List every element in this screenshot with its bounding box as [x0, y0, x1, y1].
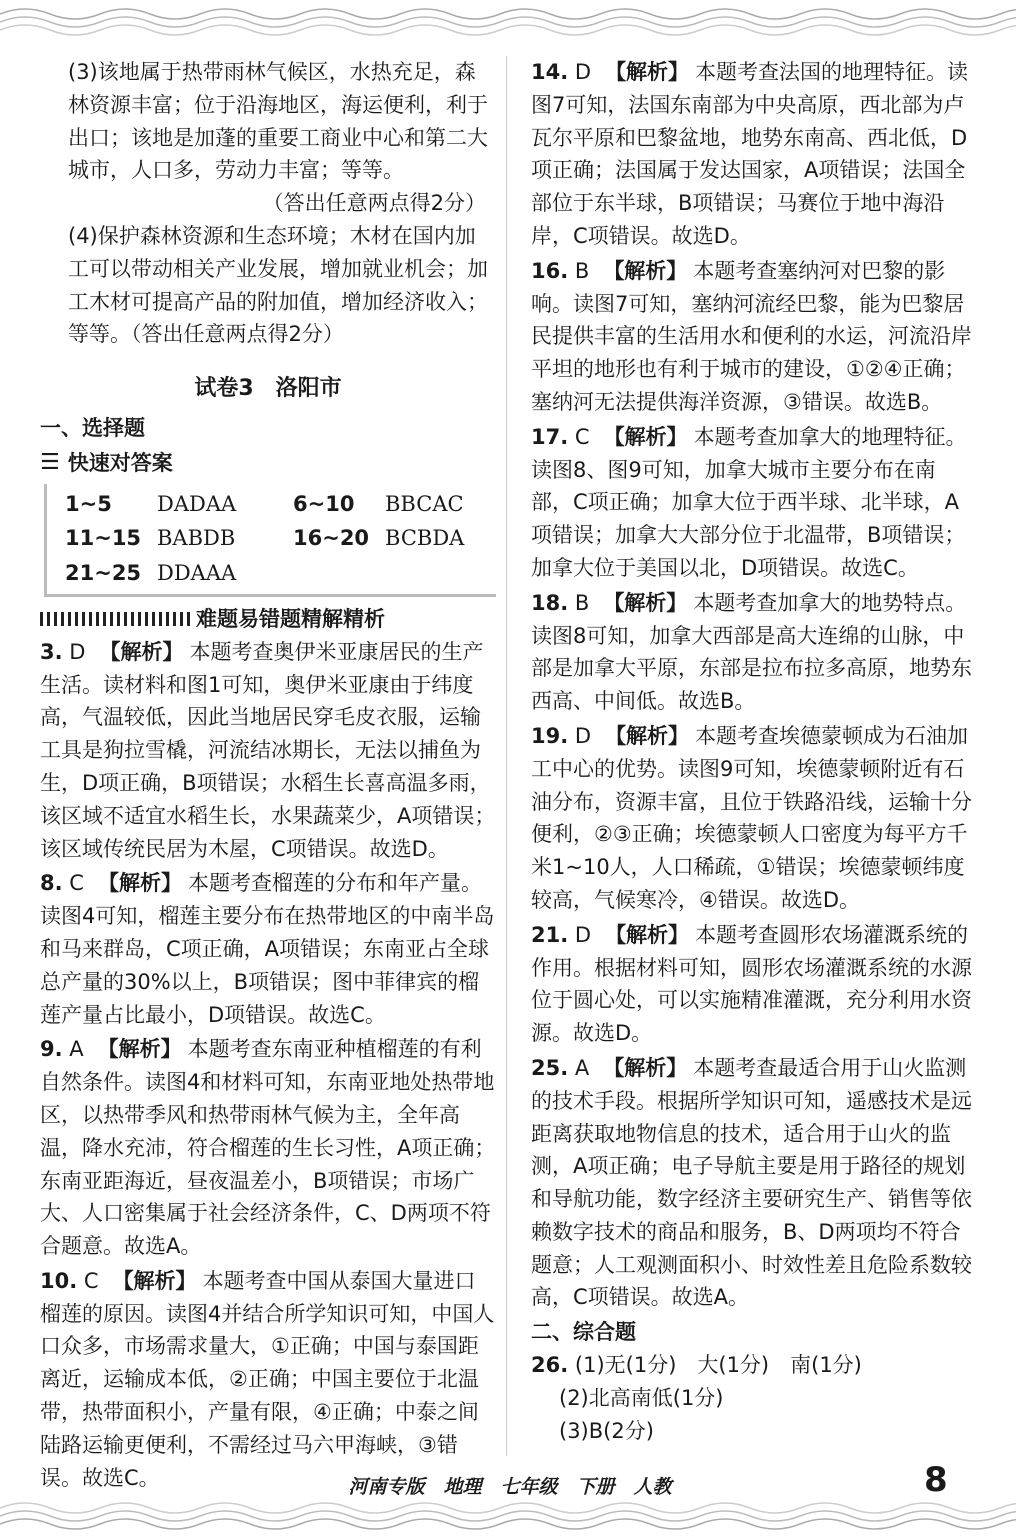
- analysis-text: 本题考查圆形农场灌溉系统的作用。根据材料可知，圆形农场灌溉系统的水源位于圆心处，可以实施精准灌溉，充分利用水资源。故选D。: [531, 922, 972, 1046]
- answer-letter: B: [574, 258, 590, 283]
- stripe-decoration: [40, 612, 190, 626]
- hard-question-heading: [40, 603, 496, 636]
- range-answers: DADAA: [157, 491, 237, 516]
- range-label: 11~15: [65, 526, 142, 551]
- answer-letter: D: [574, 723, 592, 748]
- menu-lines-icon: ☰: [40, 449, 60, 475]
- page-number: 8: [924, 1460, 948, 1500]
- hard-question-title: 难题易错题精解精析: [196, 606, 385, 631]
- answer-item: [531, 56, 972, 253]
- question-number: 17.: [531, 424, 569, 449]
- answer-letter: A: [574, 1055, 590, 1080]
- analysis-tag: 【解析】: [112, 1268, 197, 1293]
- answer-item: [531, 255, 972, 419]
- score-note: （答出任意两点得2分）: [262, 191, 486, 216]
- bottom-wave-border: [0, 1496, 1016, 1536]
- range-answers: BCBDA: [385, 526, 465, 551]
- analysis-text: 本题考查榴莲的分布和年产量。读图4可知，榴莲主要分布在热带地区的中南半岛和马来群岛，C项正确，A项错误；东南亚占全球总产量的30%以上，B项错误；图中菲律宾的榴莲产量占比最小，D项错误。故选C。: [40, 871, 495, 1027]
- analysis-text: 本题考查中国从泰国大量进口榴莲的原因。读图4并结合所学知识可知，中国人口众多，市场需求量大，①正确；中国与泰国距离近，运输成本低，②正确；中国主要位于北温带，热带面积小，产量有限，④正确；中泰之间陆路运输更便利，不需经过马六甲海峡，③错误。故选C。: [40, 1268, 495, 1490]
- q26-line-1: [531, 1349, 972, 1382]
- answer-part-4: (4)保护森林资源和生态环境；木材在国内加工可以带动相关产业发展，增加就业机会；加工木材可提高产品的附加值，增加经济收入；等等。（答出任意两点得2分）: [68, 223, 488, 347]
- section-heading-comprehensive: 二、综合题: [531, 1320, 636, 1345]
- analysis-tag: 【解析】: [99, 639, 184, 664]
- question-number: 3.: [40, 639, 63, 664]
- answer-item: [40, 1265, 496, 1495]
- analysis-text: 本题考查东南亚种植榴莲的有利自然条件。读图4和材料可知，东南亚地处热带地区，以热带季风和热带雨林气候为主，全年高温，降水充沛，符合榴莲的生长习性，A项正确；东南亚距海近，昼夜温差小，B项错误；市场广大、人口密集属于社会经济条件，C、D两项不符合题意。故选A。: [40, 1037, 496, 1259]
- page-footer: 河南专版 地理 七年级 下册 人教: [348, 1476, 672, 1498]
- left-column: [40, 56, 506, 1490]
- answer-item: [531, 720, 972, 917]
- analysis-text: 本题考查加拿大的地理特征。读图8、图9可知，加拿大城市主要分布在南部，C项正确；加拿大位于西半球、北半球，A项错误；加拿大大部分位于北温带，B项错误；加拿大位于美国以北，D项错误。故选C。: [531, 424, 967, 580]
- question-number: 8.: [40, 871, 63, 896]
- answer-letter: C: [83, 1268, 99, 1293]
- answer-letter: A: [69, 1037, 84, 1062]
- quick-answer-grid: [44, 484, 496, 597]
- answer-item: [531, 919, 972, 1050]
- analysis-tag: 【解析】: [603, 1055, 688, 1080]
- analysis-tag: 【解析】: [603, 424, 688, 449]
- range-answers: BBCAC: [385, 491, 464, 516]
- range-label: 6~10: [293, 491, 355, 516]
- range-label: 16~20: [293, 526, 370, 551]
- question-number: 25.: [531, 1055, 569, 1080]
- exam-title: 试卷3 洛阳市: [194, 376, 342, 402]
- analysis-text: 本题考查塞纳河对巴黎的影响。读图7可知，塞纳河流经巴黎，能为巴黎居民提供丰富的生活用水和便利的水运，河流沿岸平坦的地形也有利于城市的建设，①②④正确；塞纳河无法提供海洋资源，③错误。故选B。: [531, 258, 972, 414]
- q26-part-3: (3)B(2分): [559, 1418, 654, 1443]
- question-number: 26.: [531, 1353, 569, 1378]
- answer-letter: C: [574, 424, 590, 449]
- question-number: 18.: [531, 590, 569, 615]
- range-label: 21~25: [65, 561, 142, 586]
- analysis-text: 本题考查法国的地理特征。读图7可知，法国东南部为中央高原，西北部为卢瓦尔平原和巴黎盆地，地势东南高、西北低，D项正确；法国属于发达国家，A项错误；法国全部位于东半球，B项错误；马赛位于地中海沿岸，C项错误。故选D。: [531, 60, 969, 248]
- analysis-tag: 【解析】: [603, 590, 688, 615]
- answer-item: [40, 867, 496, 1031]
- analysis-tag: 【解析】: [605, 723, 690, 748]
- range-label: 1~5: [65, 491, 112, 516]
- question-number: 9.: [40, 1037, 63, 1062]
- section-heading-choice: 一、选择题: [40, 415, 145, 440]
- quick-answer-heading: [40, 447, 496, 480]
- question-number: 19.: [531, 723, 569, 748]
- answer-item: [40, 1033, 496, 1263]
- answer-letter: C: [69, 871, 84, 896]
- analysis-text: 本题考查加拿大的地势特点。读图8可知，加拿大西部是高大连绵的山脉，中部是加拿大平原，东部是拉布拉多高原，地势东西高、中间低。故选B。: [531, 590, 972, 714]
- question-number: 21.: [531, 922, 569, 947]
- right-column: [506, 56, 972, 1456]
- analysis-tag: 【解析】: [97, 871, 182, 896]
- answer-item: [40, 636, 496, 866]
- range-answers: BABDB: [157, 526, 236, 551]
- top-wave-border: [0, 0, 1016, 40]
- analysis-text: 本题考查奥伊米亚康居民的生产生活。读材料和图1可知，奥伊米亚康由于纬度高，气温较低，因此当地居民穿毛皮衣服，运输工具是狗拉雪橇，河流结冰期长，无法以捕鱼为生，D项正确，B项错误；水稻生长喜高温多雨，该区域不适宜水稻生长，水果蔬菜少，A项错误；该区域传统民居为木屋，C项错误。故选D。: [40, 639, 496, 861]
- analysis-text: 本题考查最适合用于山火监测的技术手段。根据所学知识可知，遥感技术是远距离获取地物信息的技术，适合用于山火的监测，A项正确；电子导航主要是用于路径的规划和导航功能，数字经济主要研究生产、销售等依赖数字技术的商品和服务，B、D两项均不符合题意；人工观测面积小、时效性差且危险系数较高，C项错误。故选A。: [531, 1055, 972, 1310]
- q26-part-1: (1)无(1分) 大(1分) 南(1分): [574, 1353, 862, 1378]
- answer-item: [531, 1052, 972, 1314]
- quick-answer-title: 快速对答案: [67, 450, 173, 475]
- q26-part-2: (2)北高南低(1分): [559, 1385, 724, 1410]
- answer-item: [531, 587, 972, 718]
- answer-letter: B: [574, 590, 590, 615]
- analysis-text: 本题考查埃德蒙顿成为石油加工中心的优势。读图9可知，埃德蒙顿附近有石油分布，资源丰富，且位于铁路沿线，运输十分便利，②③正确；埃德蒙顿人口密度为每平方千米1~10人，人口稀疏，①错误；埃德蒙顿纬度较高，气候寒冷，④错误。故选D。: [531, 723, 972, 912]
- analysis-tag: 【解析】: [605, 922, 690, 947]
- analysis-tag: 【解析】: [97, 1037, 182, 1062]
- answer-letter: D: [574, 922, 592, 947]
- question-number: 14.: [531, 60, 569, 84]
- question-number: 10.: [40, 1268, 78, 1293]
- range-answers: DDAAA: [157, 561, 237, 586]
- answer-letter: D: [69, 639, 86, 664]
- answer-letter: D: [574, 60, 592, 84]
- question-number: 16.: [531, 258, 569, 283]
- analysis-tag: 【解析】: [603, 258, 688, 283]
- analysis-tag: 【解析】: [605, 60, 690, 84]
- answer-item: [531, 421, 972, 585]
- answer-part-3: (3)该地属于热带雨林气候区，水热充足，森林资源丰富；位于沿海地区，海运便利，利于出口；该地是加蓬的重要工商业中心和第二大城市，人口多，劳动力丰富；等等。: [68, 60, 488, 183]
